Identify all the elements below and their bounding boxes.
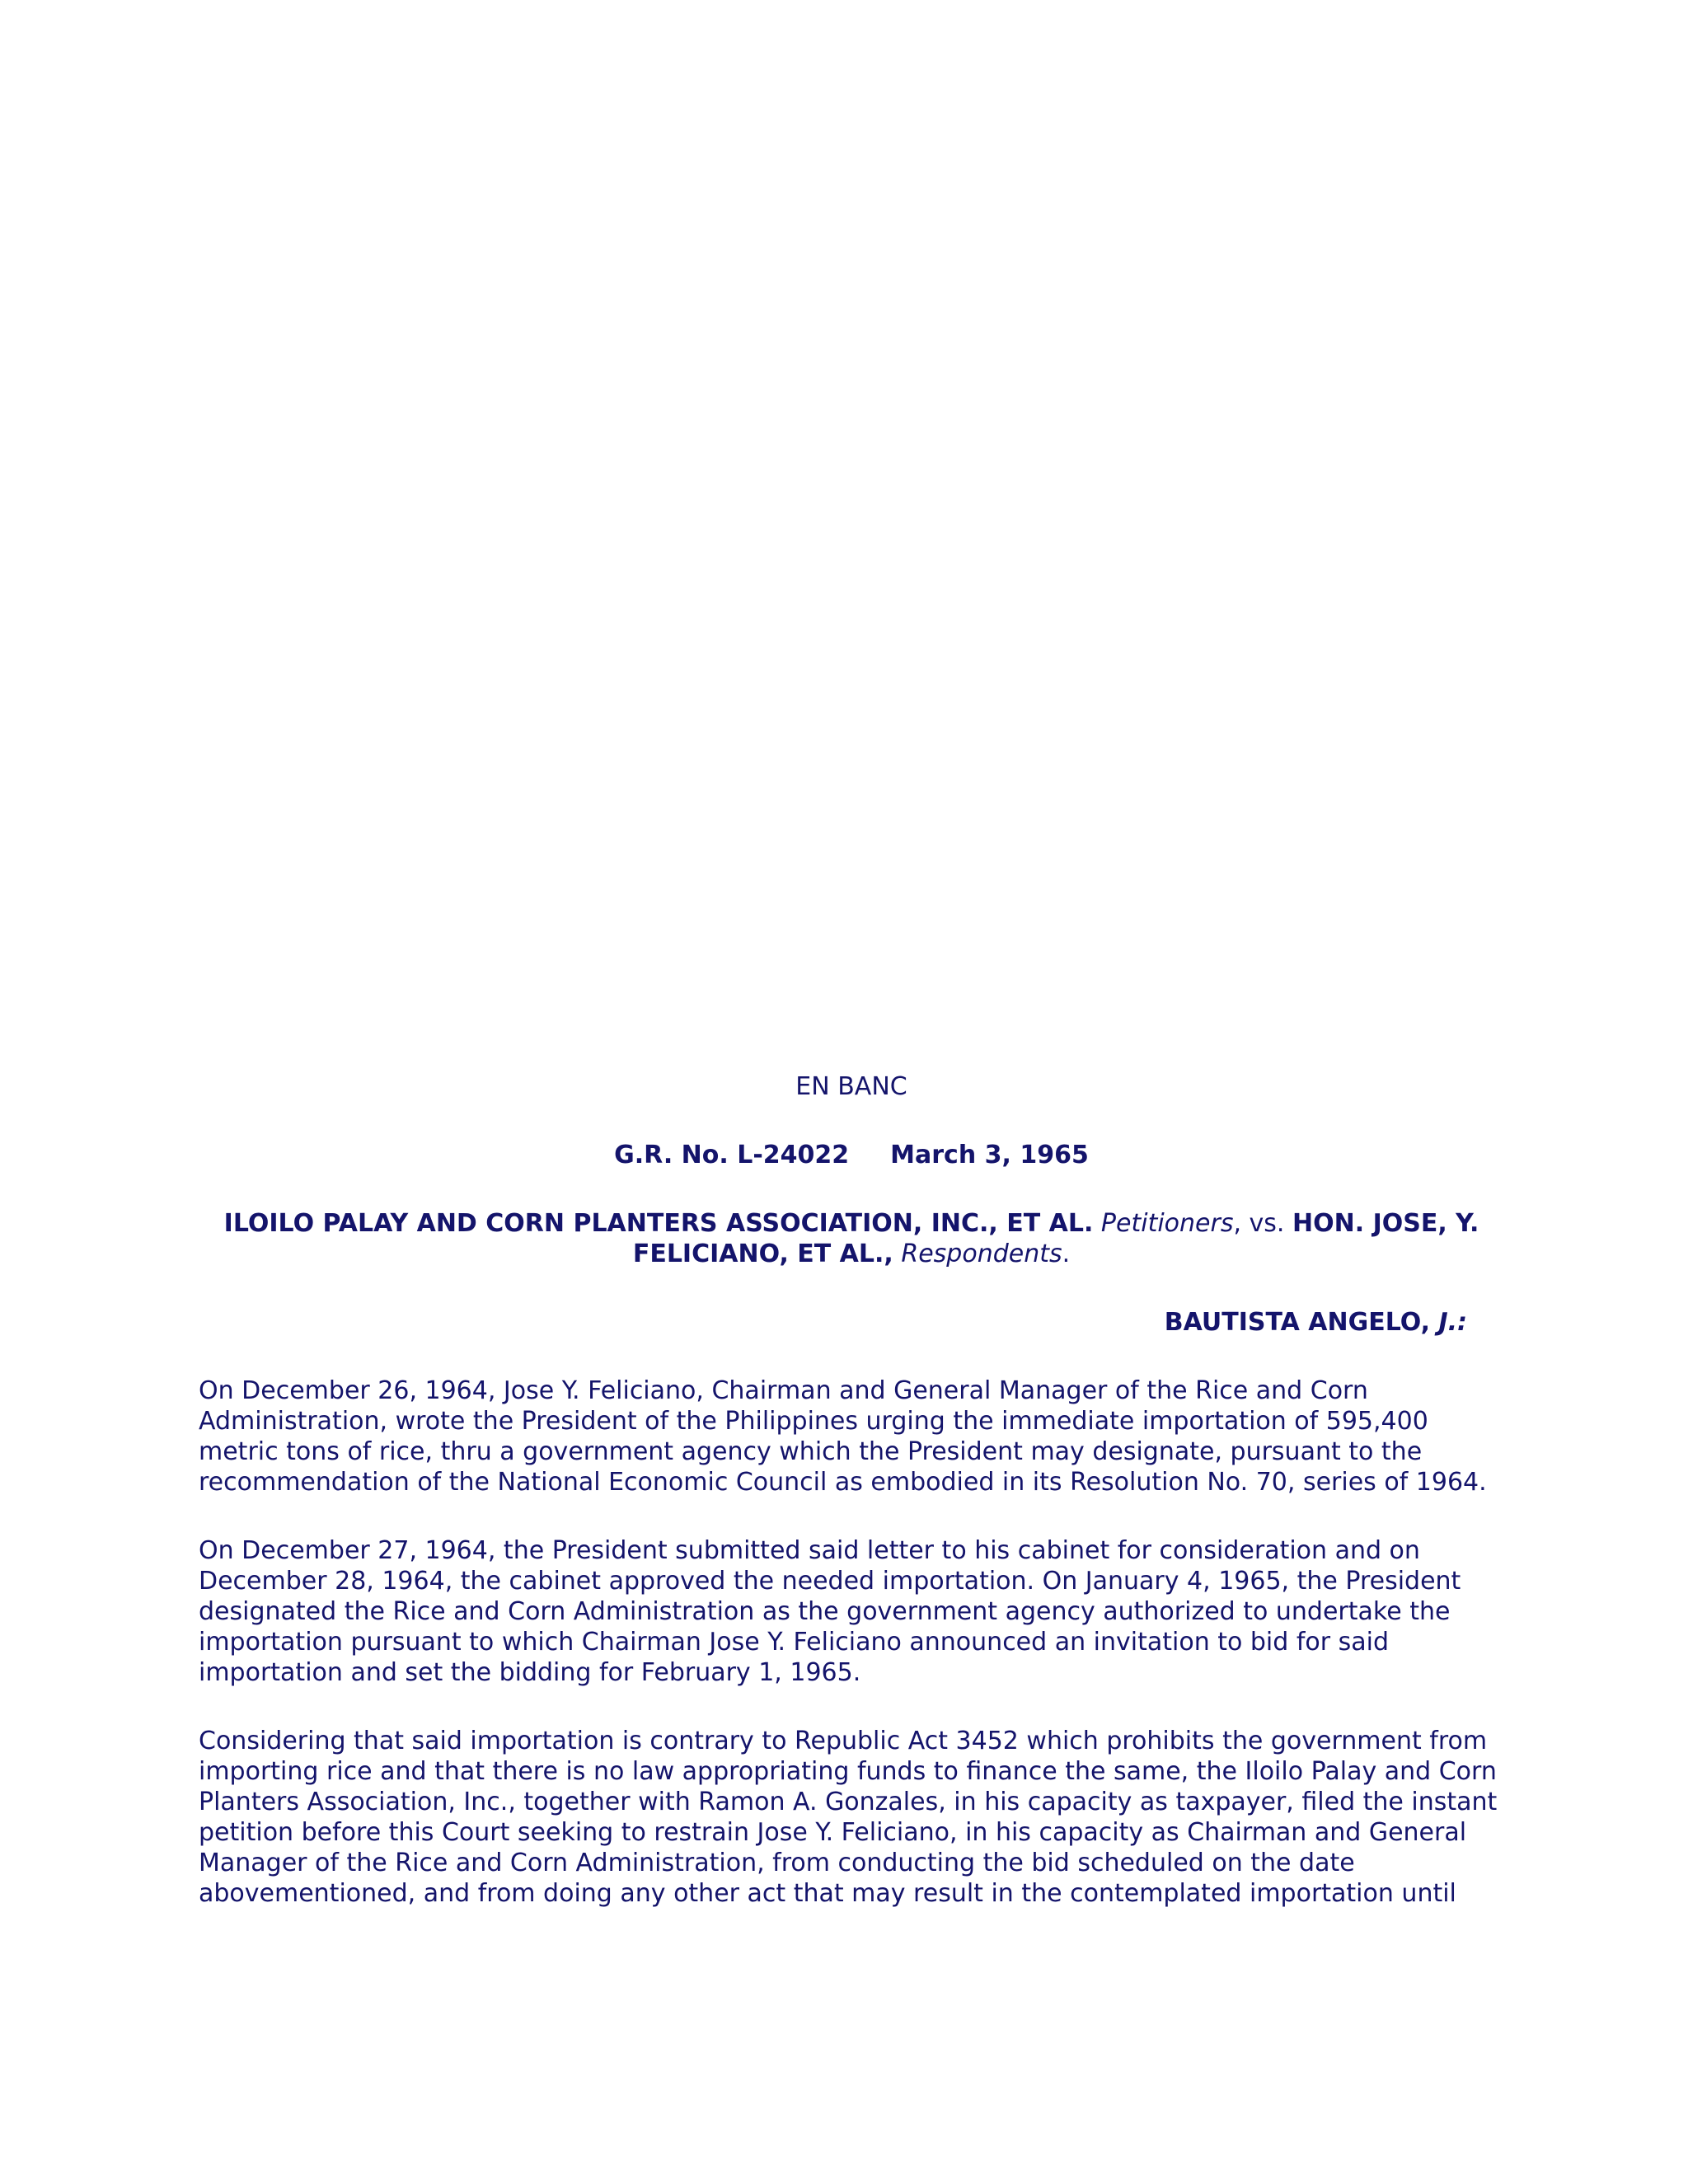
ponente (199, 1307, 1504, 1338)
petitioner-name: ILOILO PALAY AND CORN PLANTERS ASSOCIATION, INC., ET AL. (223, 1209, 1094, 1238)
respondent-role: Respondents (901, 1240, 1062, 1268)
case-number: G.R. No. L-24022 (614, 1141, 850, 1169)
body-paragraph: Considering that said importation is contrary to Republic Act 3452 which prohibits the government from importing rice and that there is no law appropriating funds to finance the same, the Iloilo Palay and Corn Planters Association, Inc., together with Ramon A. Gonzales, in his capacity as taxpayer, filed the instant petition before this Court seeking to restrain Jose Y. Feliciano, in his capacity as Chairman and General Manager of the Rice and Corn Administration, from conducting the bid scheduled on the date abovementioned, and from doing any other act that may result in the contemplated importation until (199, 1727, 1498, 1908)
petitioner-role: Petitioners (1100, 1209, 1234, 1238)
case-parties: ILOILO PALAY AND CORN PLANTERS ASSOCIATION, INC., ET AL. Petitioners, vs. HON. JOSE, Y. FELICIANO, ET AL., Respondents. (223, 1209, 1479, 1268)
respondent-name: HON. JOSE, Y. FELICIANO, ET AL., (632, 1209, 1479, 1268)
body-paragraph: On December 26, 1964, Jose Y. Feliciano, Chairman and General Manager of the Rice and Corn Administration, wrote the President of the Philippines urging the immediate importation of 595,400 metric tons of rice, thru a government agency which the President may designate, pursuant to the recommendation of the National Economic Council as embodied in its Resolution No. 70, series of 1964. (199, 1376, 1487, 1497)
versus-label: vs. (1249, 1209, 1285, 1238)
body-paragraph: On December 27, 1964, the President submitted said letter to his cabinet for consideration and on December 28, 1964, the cabinet approved the needed importation. On January 4, 1965, the President designated the Rice and Corn Administration as the government agency authorized to undertake the importation pursuant to which Chairman Jose Y. Feliciano announced an invitation to bid for said importation and set the bidding for February 1, 1965. (199, 1536, 1461, 1687)
case-header (199, 1140, 1504, 1170)
court-division: EN BANC (795, 1072, 907, 1101)
decision-body (199, 1071, 1504, 1947)
case-date: March 3, 1965 (890, 1141, 1089, 1169)
ponente-name: BAUTISTA ANGELO, (1164, 1308, 1430, 1337)
ponente-title: J.: (1438, 1308, 1467, 1337)
